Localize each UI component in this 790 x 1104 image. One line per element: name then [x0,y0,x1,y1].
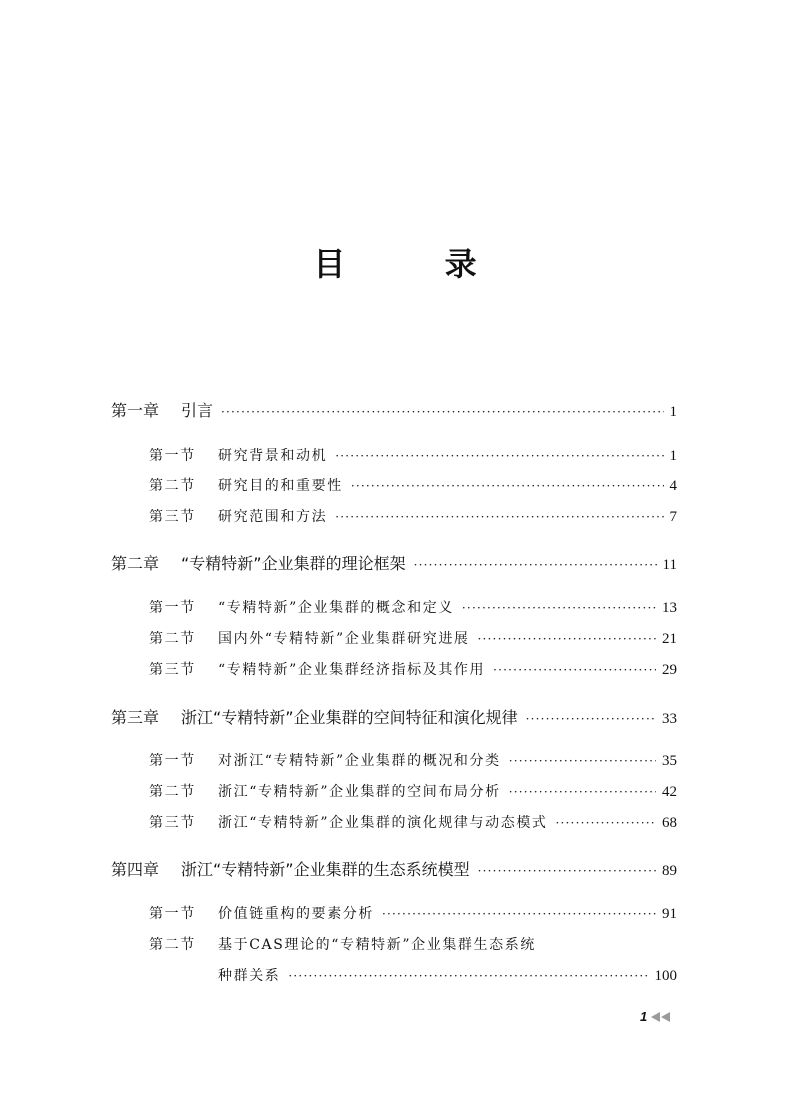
toc-chapter-number: 第四章 [111,860,160,879]
toc-section-number: 第三节 [149,815,196,831]
toc-leader-dots [556,816,656,830]
toc-leader-dots [414,558,657,572]
toc-section-number: 第一节 [149,600,196,616]
toc-page-number: 4 [669,478,677,494]
toc-section-title: 浙江“专精特新”企业集群的演化规律与动态模式 [218,815,548,831]
toc-chapter-3[interactable] [111,705,677,729]
toc-leader-dots [526,712,656,726]
toc-page-number: 13 [662,600,677,616]
toc-page-number: 35 [662,753,677,769]
toc-leader-dots [335,510,663,524]
toc-leader-dots [351,479,664,493]
toc-page-number: 33 [662,711,677,727]
toc-page-number: 100 [654,968,677,984]
toc-section-title: “专精特新”企业集群的概念和定义 [218,600,454,616]
toc-section-4-2-continued[interactable] [218,965,677,987]
toc-chapter-1[interactable] [111,398,677,422]
toc-section-number: 第三节 [149,509,196,525]
toc-leader-dots [288,969,648,983]
toc-leader-dots [478,632,656,646]
toc-chapter-number: 第三章 [111,708,160,727]
toc-page-number: 68 [662,815,677,831]
toc-leader-dots [509,754,656,768]
toc-section-number: 第一节 [149,448,196,464]
toc-chapter-4[interactable] [111,857,677,881]
toc-section-number: 第一节 [149,753,196,769]
toc-section-2-1[interactable] [149,597,677,619]
toc-section-title: 研究目的和重要性 [218,478,343,494]
toc-page-number: 42 [662,784,677,800]
toc-section-3-2[interactable] [149,781,677,803]
toc-section-number: 第二节 [149,478,196,494]
toc-section-title: 对浙江“专精特新”企业集群的概况和分类 [218,753,501,769]
toc-chapter-title: 浙江“专精特新”企业集群的生态系统模型 [181,860,470,879]
toc-section-3-1[interactable] [149,750,677,772]
toc-page-number: 11 [662,557,677,573]
toc-leader-dots [382,907,656,921]
toc-section-number: 第三节 [149,662,196,678]
page-title: 目 录 [313,245,521,283]
toc-section-title-continued: 种群关系 [218,968,281,984]
toc-page-number: 89 [662,863,677,879]
toc-section-2-3[interactable] [149,659,677,681]
toc-page-number: 29 [662,662,677,678]
toc-section-title: “专精特新”企业集群经济指标及其作用 [218,662,486,678]
toc-section-title: 研究范围和方法 [218,509,328,525]
toc-section-number: 第一节 [149,906,196,922]
double-left-triangle-icon [651,1012,670,1022]
toc-chapter-title: “专精特新”企业集群的理论框架 [181,554,406,573]
toc-leader-dots [478,864,656,878]
toc-page-number: 1 [669,448,677,464]
toc-leader-dots [462,601,656,615]
toc-section-1-1[interactable] [149,445,677,467]
toc-section-4-2[interactable] [149,934,677,956]
toc-page-number: 21 [662,631,677,647]
toc-section-1-3[interactable] [149,506,677,528]
page-folio [640,1009,700,1024]
toc-page-number: 1 [669,404,677,420]
toc-leader-dots [493,663,656,677]
folio-page-number: 1 [640,1009,648,1024]
toc-section-2-2[interactable] [149,628,677,650]
toc-section-title: 研究背景和动机 [218,448,328,464]
toc-leader-dots [509,785,656,799]
toc-section-title: 价值链重构的要素分析 [218,906,374,922]
toc-chapter-title: 引言 [181,401,214,420]
toc-section-title: 基于CAS理论的“专精特新”企业集群生态系统 [218,937,536,953]
toc-section-4-1[interactable] [149,903,677,925]
toc-section-number: 第二节 [149,937,196,953]
toc-page-number: 7 [669,509,677,525]
toc-chapter-2[interactable] [111,551,677,575]
toc-chapter-number: 第一章 [111,401,160,420]
toc-chapter-number: 第二章 [111,554,160,573]
toc-leader-dots [335,449,663,463]
toc-section-number: 第二节 [149,631,196,647]
toc-section-title: 国内外“专精特新”企业集群研究进展 [218,631,470,647]
toc-section-title: 浙江“专精特新”企业集群的空间布局分析 [218,784,501,800]
toc-section-3-3[interactable] [149,812,677,834]
toc-page-number: 91 [662,906,677,922]
toc-section-1-2[interactable] [149,475,677,497]
toc-section-number: 第二节 [149,784,196,800]
toc-leader-dots [221,405,663,419]
toc-chapter-title: 浙江“专精特新”企业集群的空间特征和演化规律 [181,708,518,727]
